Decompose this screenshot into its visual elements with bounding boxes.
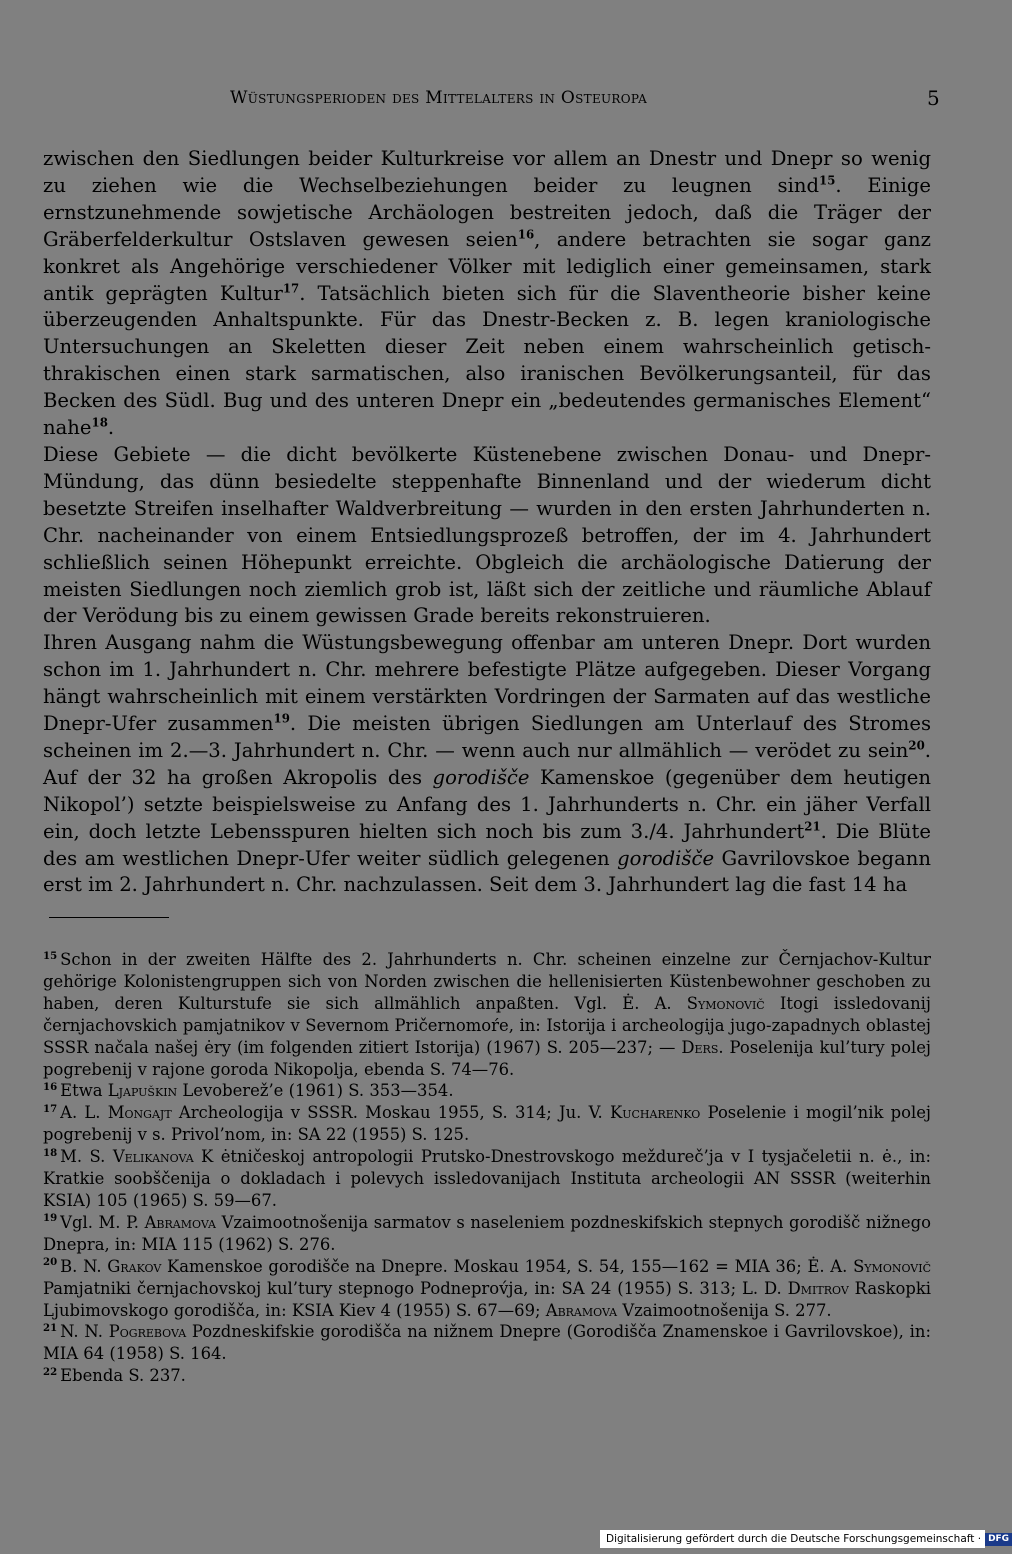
footnote-15 <box>43 949 931 1080</box>
page-number: 5 <box>926 86 940 110</box>
text-run: Poselenija kul’tury polej pogrebenij v rajone goroda Nikopolja, ebenda S. 74—76. <box>43 1037 931 1079</box>
author-name: Ders. <box>681 1037 724 1057</box>
text-run: . Auf der 32 ha großen Akropolis des <box>43 738 931 789</box>
author-name: Symonovič <box>853 1256 931 1276</box>
text-run: Vgl. M. P. <box>60 1212 145 1232</box>
footnotes <box>43 949 931 1387</box>
text-run: Ebenda S. 237. <box>60 1366 186 1386</box>
footnote-ref-15[interactable]: 15 <box>819 173 836 188</box>
paragraph-2: Diese Gebiete — die dicht bevölkerte Küstenebene zwischen Donau- und Dnepr-Mündung, das dünn besiedelte steppenhafte Binnenland und der wiederum dicht besetzte Streifen inselhafter Waldverbreitung — wurden in den ersten Jahrhunderten n. Chr. nacheinander von einem Entsiedlungsprozeß betroffen, der im 4. Jahrhundert schließlich seinen Höhepunkt erreichte. Obgleich die archäologische Datierung der meisten Siedlungen noch ziemlich grob ist, läßt sich der zeitliche und räumliche Ablauf der Verödung bis zu einem gewissen Grade bereits rekonstruieren. <box>43 442 931 628</box>
author-name: Mongajt <box>107 1103 172 1123</box>
text-run: N. N. <box>60 1322 109 1342</box>
footnote-22 <box>43 1365 931 1387</box>
text-run: B. N. <box>60 1256 108 1276</box>
paragraph-3 <box>43 630 931 899</box>
text-run: Raskopki Ljubimovskogo gorodišča, in: KSIA Kiev 4 (1955) S. 67—69; <box>43 1278 932 1320</box>
footnote-number: 16 <box>43 1080 58 1093</box>
italic-term: gorodišče <box>432 765 530 789</box>
text-run: Levoberež’e (1961) S. 353—354. <box>177 1081 454 1101</box>
text-run: Ihren Ausgang nahm die Wüstungsbewegung offenbar am unteren Dnepr. Dort wurden schon im 1. Jahrhundert n. Chr. mehrere befestigte Plätze aufgegeben. Dieser Vorgang hängt wahrscheinlich mit einem verstärkten Vordringen der Sarmaten auf das westliche Dnepr-Ufer zusammen <box>43 631 931 736</box>
text-run: Etwa <box>60 1081 108 1101</box>
text-run: Pozdneskifskie gorodišča na nižnem Dnepre (Gorodišča Znamenskoe i Gavrilovskoe), in: MIA 64 (1958) S. 164. <box>43 1322 931 1364</box>
text-run: Gavrilovskoe begann erst im 2. Jahrhundert n. Chr. nachzulassen. Seit dem 3. Jahrhundert lag die fast 14 ha <box>43 846 932 897</box>
author-name: Abramova <box>545 1300 618 1320</box>
author-name: Abramova <box>144 1212 216 1232</box>
footnote-20 <box>43 1256 931 1322</box>
text-run: . Einige ernstzunehmende sowjetische Archäologen bestreiten jedoch, daß die Träger der Gräberfelderkultur Ostslaven gewesen seien <box>43 173 931 251</box>
text-run: Kamenskoe (gegenüber dem heutigen Nikopol’) setzte beispielsweise zu Anfang des 1. Jahrhunderts n. Chr. ein jäher Verfall ein, doch letzte Lebensspuren hielten sich noch bis zum 3./4. Jahrhundert <box>43 765 931 843</box>
text-run: . Die Blüte des am westlichen Dnepr-Ufer weiter südlich gelegenen <box>43 819 931 870</box>
footnote-number: 20 <box>43 1256 58 1269</box>
author-name: Velikanova <box>112 1147 194 1167</box>
main-text <box>43 146 931 899</box>
footnote-number: 19 <box>43 1212 58 1225</box>
footnote-ref-20[interactable]: 20 <box>908 738 925 753</box>
footnote-number: 15 <box>43 949 58 962</box>
paragraph-1 <box>43 146 931 442</box>
text-run: Vzaimootnošenija sarmatov s naseleniem pozdneskifskich stepnych gorodišč nižnego Dnepra, in: MIA 115 (1962) S. 276. <box>43 1212 931 1254</box>
text-run: Archeologija v SSSR. Moskau 1955, S. 314; Ju. V. <box>171 1103 610 1123</box>
footnote-21 <box>43 1321 931 1365</box>
text-run: zwischen den Siedlungen beider Kulturkreise vor allem an Dnestr und Dnepr so wenig zu ziehen wie die Wechselbeziehungen beider zu leugnen sind <box>43 147 931 197</box>
text-run: M. S. <box>60 1147 113 1167</box>
dfg-logo: DFG <box>985 1533 1012 1546</box>
text-run: Vzaimootnošenija S. 277. <box>617 1300 832 1320</box>
running-title: Wüstungsperioden des Mittelalters in Osteuropa <box>230 88 648 108</box>
footnote-ref-21[interactable]: 21 <box>804 819 821 834</box>
footnote-ref-18[interactable]: 18 <box>91 415 108 430</box>
footnote-19 <box>43 1212 931 1256</box>
text-run: K ėtničeskoj antropologii Prutsko-Dnestrovskogo meždureč’ja v I tysjačeletii n. ė., in: Kratkie soobščenija o dokladach i polevych issledovanijach Instituta archeologii AN SSSR (weiterhin KSIA) 105 (1965) S. 59—67. <box>43 1147 931 1210</box>
author-name: Grakov <box>107 1256 162 1276</box>
footnote-number: 21 <box>43 1321 58 1334</box>
italic-term: gorodišče <box>617 846 715 870</box>
footnote-ref-16[interactable]: 16 <box>517 227 535 242</box>
footnote-number: 17 <box>43 1102 58 1115</box>
footnote-17 <box>43 1102 931 1146</box>
text-run: . <box>107 416 115 440</box>
text-run: Poselenie i mogil’nik polej pogrebenij v s. Privol’nom, in: SA 22 (1955) S. 125. <box>43 1103 932 1145</box>
author-name: Symonovič <box>686 993 765 1013</box>
text-run: , andere betrachten sie sogar ganz konkret als Angehörige verschiedener Völker mit lediglich einer gemeinsamen, stark antik geprägten Kultur <box>43 227 931 305</box>
text-run: . Tatsächlich bieten sich für die Slaventheorie bisher keine überzeugenden Anhaltspunkte. Für das Dnestr-Becken z. B. legen kraniologische Untersuchungen an Skeletten dieser Zeit neben einem wahrscheinlich getisch-thrakischen einen stark sarmatischen, also iranischen Bevölkerungsanteil, für das Becken des Südl. Bug und des unteren Dnepr ein „bedeutendes germanisches Element“ nahe <box>43 281 931 440</box>
footnote-ref-17[interactable]: 17 <box>282 281 300 295</box>
author-name: Kucharenko <box>609 1103 701 1123</box>
digitization-credit <box>600 1530 1010 1548</box>
footnote-number: 22 <box>43 1365 58 1378</box>
footnote-16 <box>43 1080 931 1102</box>
footnote-ref-19[interactable]: 19 <box>273 711 290 726</box>
text-run: Itogi issledovanij černjachovskich pamjatnikov v Severnom Pričernomoŕe, in: Istorija i archeologija jugo-zapadnych oblastej SSSR načala našej ėry (im folgenden zitiert Istorija) (1967) S. 205—237; — <box>43 993 931 1057</box>
credit-text: Digitalisierung gefördert durch die Deutsche Forschungsgemeinschaft · <box>606 1533 982 1545</box>
footnote-number: 18 <box>43 1146 58 1159</box>
author-name: Pogrebova <box>108 1322 187 1342</box>
author-name: Dmitrov <box>787 1278 849 1298</box>
text-run: . Die meisten übrigen Siedlungen am Unterlauf des Stromes scheinen im 2.—3. Jahrhundert n. Chr. — wenn auch nur allmählich — verödet zu sein <box>43 712 931 762</box>
text-run: A. L. <box>60 1103 108 1123</box>
author-name: Ljapuškin <box>107 1081 178 1101</box>
text-run: Schon in der zweiten Hälfte des 2. Jahrhunderts n. Chr. scheinen einzelne zur Černjachov-Kultur gehörige Kolonistengruppen sich von Norden zwischen die hellenisierten Küstenbewohner geschoben zu haben, deren Kulturstufe sie sich allmählich anpaßten. Vgl. Ė. A. <box>43 950 931 1013</box>
footnote-18 <box>43 1146 931 1212</box>
text-run: Pamjatniki černjachovskoj kul’tury stepnogo Podneprov́ja, in: SA 24 (1955) S. 313; L. D. <box>43 1278 788 1298</box>
footnote-separator <box>49 917 169 918</box>
running-header <box>230 88 940 116</box>
text-run: Kamenskoe gorodišče na Dnepre. Moskau 1954, S. 54, 155—162 = MIA 36; Ė. A. <box>161 1256 854 1276</box>
